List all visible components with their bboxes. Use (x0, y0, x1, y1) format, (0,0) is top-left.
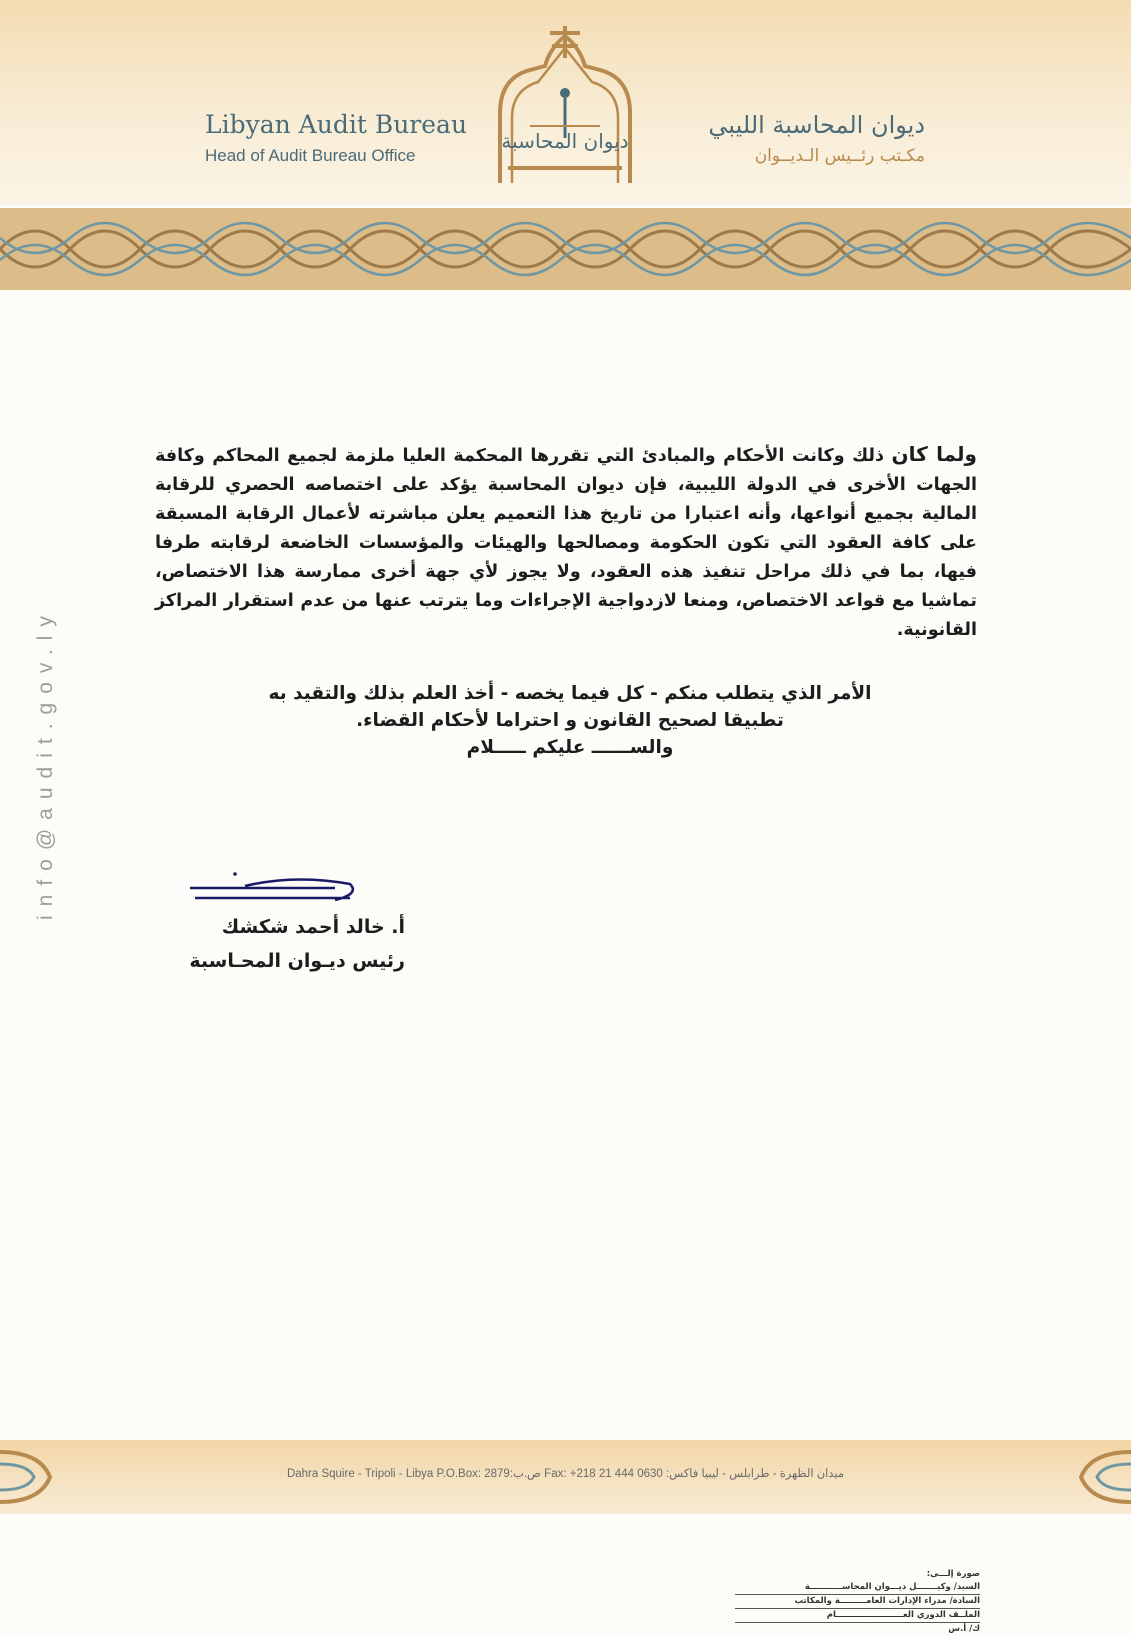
closing-greeting: والســــــ عليكم ـــــلام (466, 737, 674, 758)
side-email: info@audit.gov.ly (34, 607, 57, 920)
signatory-name: أ. خالد أحمد شكشك (221, 916, 405, 938)
cc-list (735, 1568, 980, 1636)
footer-ornament-left (0, 1442, 70, 1512)
order-line-2: تطبيقا لصحيح القانون و احتراما لأحكام القضاء. (356, 710, 784, 731)
handwritten-signature (185, 866, 385, 908)
header-arabic (645, 110, 925, 168)
org-name-en: Libyan Audit Bureau (205, 110, 468, 139)
cc-item: السادة/ مدراء الإدارات العامـــــــــة والمكاتب (735, 1595, 980, 1609)
order-line-1: الأمر الذي يتطلب منكم - كل فيما يخصه - أخذ العلم بذلك والتقيد به (268, 683, 872, 704)
paragraph-lead: ولما كان (891, 442, 977, 466)
office-name-ar: مكـتب رئــيس الـديــوان (754, 146, 925, 166)
signatory (185, 910, 405, 978)
cc-item: السيد/ وكيـــــــل ديـــوان المحاســـــــــــة (735, 1581, 980, 1595)
footer-address: Dahra Squire - Tripoli - Libya P.O.Box: 2879:ص.ب Fax: +218 21 444 0630 :ميدان الظهرة - طرابلس - ليبيا فاكس (286, 1468, 845, 1480)
body-paragraph (155, 440, 977, 645)
office-name-en: Head of Audit Bureau Office (205, 146, 416, 165)
audit-bureau-logo (490, 18, 640, 188)
footer-ornament-right (1061, 1442, 1131, 1512)
org-name-ar: ديوان المحاسبة الليبي (708, 111, 925, 139)
cc-heading: صورة إلـــى: (926, 1569, 980, 1579)
paragraph-text: ذلك وكانت الأحكام والمبادئ التي تقررها المحكمة العليا ملزمة لجميع المحاكم وكافة الجهات الأخرى في الدولة الليبية، فإن ديوان المحاسبة يؤكد على اختصاصه الحصري للرقابة المالية بجميع أنواعها، وأنه اعتبارا من تاريخ هذا التعميم يعلن مباشرته لأعمال الرقابة المسبقة على كافة العقود التي تكون الحكومة ومصالحها والهيئات والمؤسسات الخاضعة لرقابته طرفا فيها، بما في ذلك مراحل تنفيذ هذه العقود، ولا يجوز لأي جهة أخرى ممارسة هذا الاختصاص، تماشيا مع قواعد الاختصاص، ومنعا لازدواجية الإجراءات وما يترتب عنها من عدم استقرار المراكز القانونية. (155, 446, 977, 640)
signatory-title: رئيس ديـوان المحـاسبة (189, 950, 405, 972)
header-english (205, 110, 475, 168)
ornamental-band (0, 208, 1131, 290)
logo-text: ديوان المحاسبة (501, 129, 629, 153)
cc-reference: ك/ أ.س (948, 1624, 980, 1634)
order-block (240, 680, 900, 761)
cc-item: الملــف الدوري العـــــــــــــــــــــــام (735, 1609, 980, 1623)
